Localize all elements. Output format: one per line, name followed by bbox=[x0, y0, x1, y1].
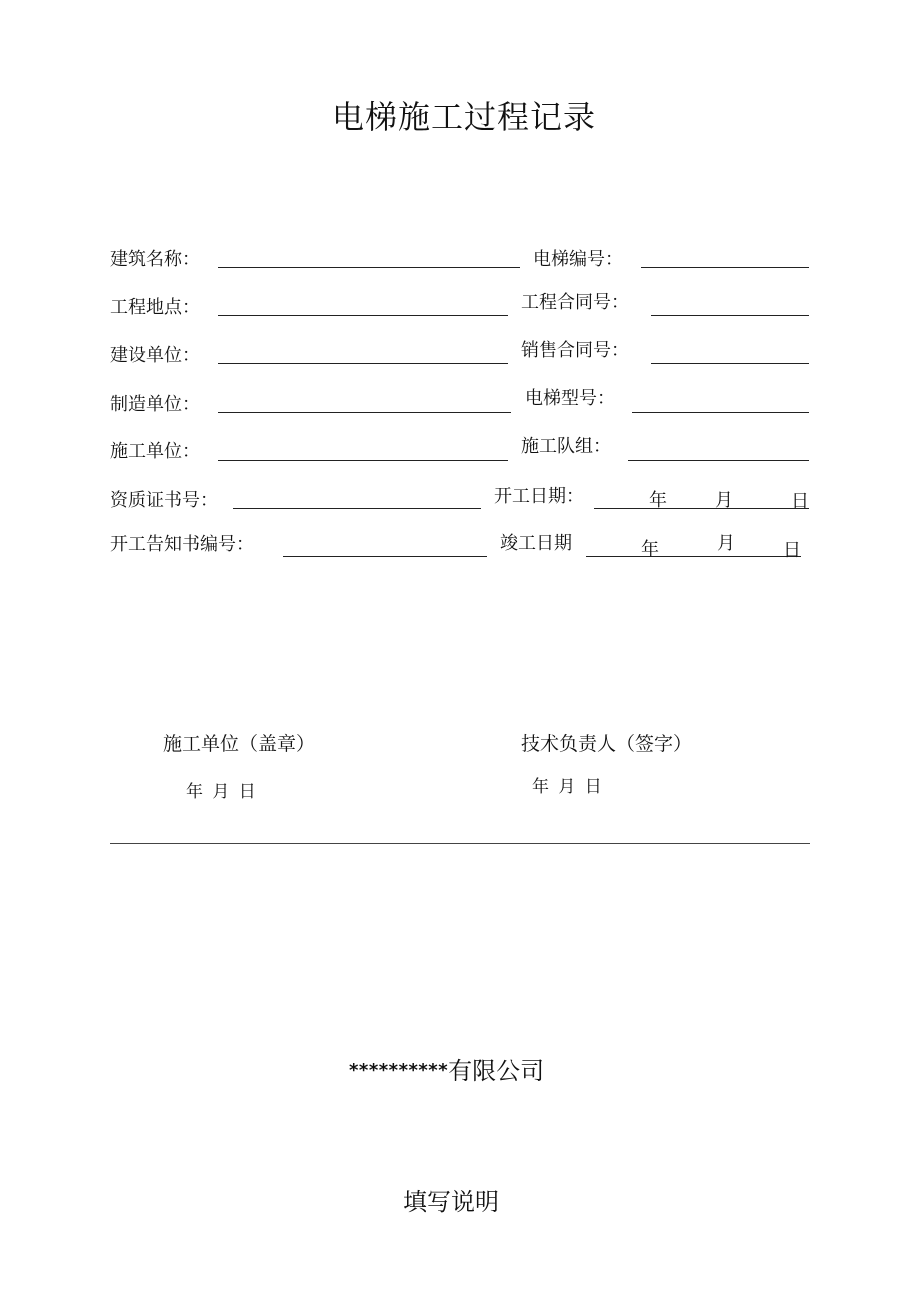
sales-contract-no-field[interactable] bbox=[651, 363, 809, 364]
end-date-month: 月 bbox=[717, 533, 735, 554]
tech-sign-label: 技术负责人（签字） bbox=[521, 733, 693, 755]
start-date-label: 开工日期： bbox=[494, 486, 584, 507]
notice-no-label: 开工告知书编号： bbox=[110, 534, 254, 555]
contractor-label: 施工单位： bbox=[110, 441, 200, 462]
manufacturer-field[interactable] bbox=[218, 412, 511, 413]
end-date-day: 日 bbox=[783, 540, 801, 561]
contract-no-field[interactable] bbox=[651, 315, 809, 316]
notice-no-field[interactable] bbox=[283, 556, 487, 557]
elevator-no-label: 电梯编号： bbox=[533, 249, 623, 270]
sales-contract-no-label: 销售合同号： bbox=[521, 340, 629, 361]
start-date-day: 日 bbox=[791, 491, 809, 512]
end-date-field[interactable] bbox=[586, 556, 801, 557]
unit-seal-date: 年 月 日 bbox=[186, 782, 258, 802]
site-field[interactable] bbox=[218, 315, 508, 316]
start-date-field[interactable] bbox=[594, 508, 809, 509]
qualification-no-field[interactable] bbox=[233, 508, 481, 509]
end-date-label: 竣工日期 bbox=[500, 533, 572, 554]
tech-sign-date: 年 月 日 bbox=[532, 777, 604, 797]
qualification-no-label: 资质证书号： bbox=[110, 490, 218, 511]
company-stars: ********** bbox=[349, 1060, 449, 1081]
team-label: 施工队组： bbox=[521, 436, 611, 457]
start-date-year: 年 bbox=[649, 490, 667, 511]
page-title: 电梯施工过程记录 bbox=[332, 98, 597, 136]
start-date-month: 月 bbox=[715, 490, 733, 511]
unit-seal-label: 施工单位（盖章） bbox=[163, 733, 316, 755]
fill-instructions-heading: 填写说明 bbox=[403, 1188, 499, 1216]
elevator-model-label: 电梯型号： bbox=[525, 388, 615, 409]
contractor-field[interactable] bbox=[218, 460, 508, 461]
owner-field[interactable] bbox=[218, 363, 508, 364]
contract-no-label: 工程合同号： bbox=[521, 292, 629, 313]
company-name bbox=[349, 1051, 544, 1086]
divider bbox=[110, 843, 810, 844]
site-label: 工程地点： bbox=[110, 297, 200, 318]
manufacturer-label: 制造单位： bbox=[110, 394, 200, 415]
building-name-field[interactable] bbox=[218, 267, 520, 268]
elevator-model-field[interactable] bbox=[632, 412, 809, 413]
end-date-year: 年 bbox=[641, 539, 659, 560]
team-field[interactable] bbox=[628, 460, 809, 461]
owner-label: 建设单位： bbox=[110, 345, 200, 366]
building-name-label: 建筑名称： bbox=[110, 249, 200, 270]
elevator-no-field[interactable] bbox=[641, 267, 809, 268]
company-suffix: 有限公司 bbox=[448, 1057, 545, 1085]
